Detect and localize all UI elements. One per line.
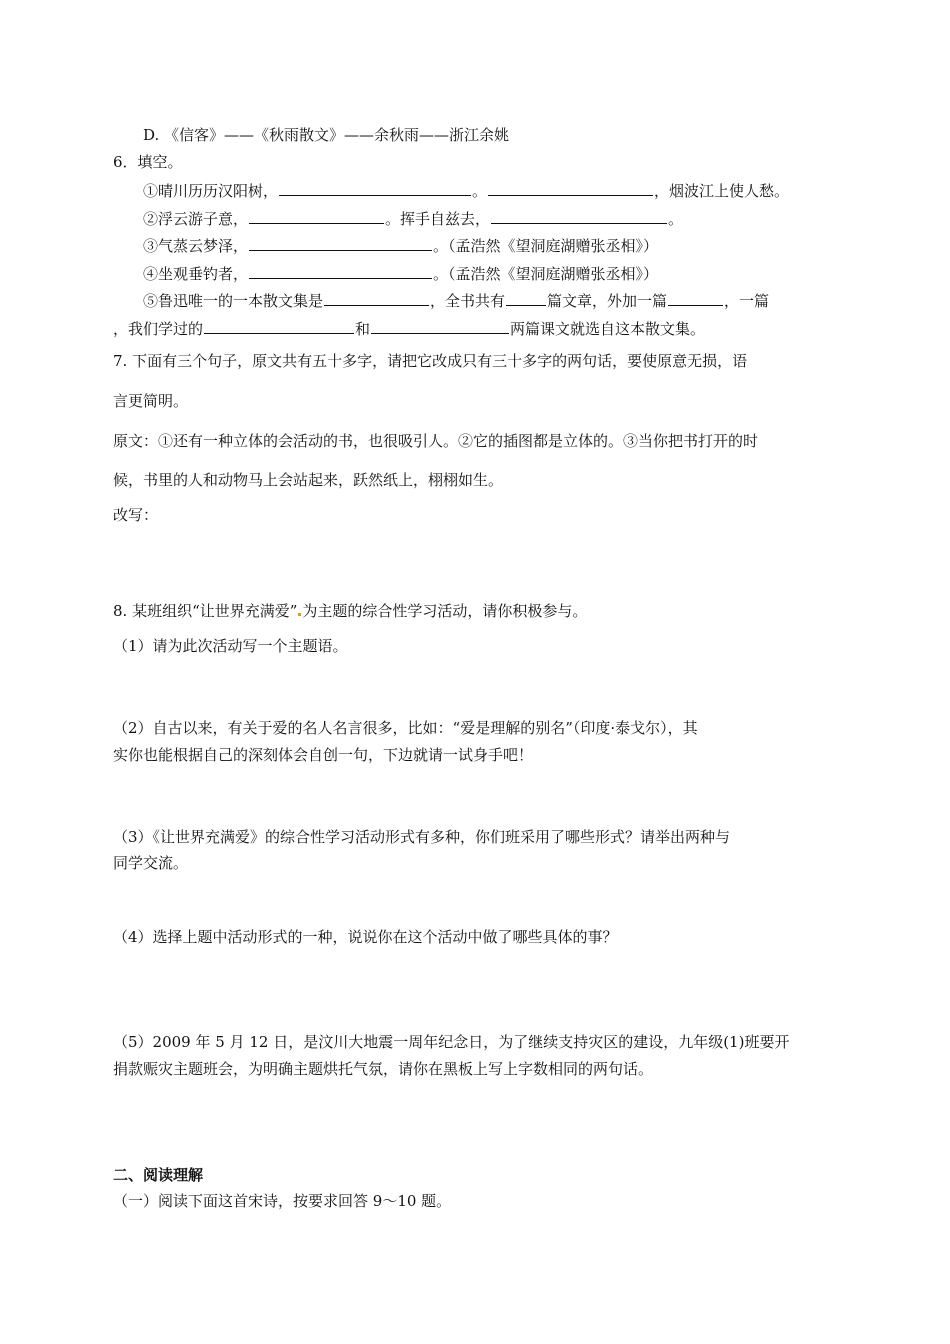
question-7-line-2: 言更简明。 [113, 392, 189, 410]
text: 。 [472, 182, 488, 200]
question-7-rewrite: 改写： [113, 506, 159, 524]
fill-blank[interactable] [491, 208, 667, 224]
text: 。 [668, 210, 684, 228]
text: 为主题的综合性学习活动，请你积极参与。 [302, 602, 588, 620]
question-8-5b: 捐款赈灾主题班会，为明确主题烘托气氛，请你在黑板上写上字数相同的两句话。 [113, 1060, 654, 1078]
fill-blank[interactable] [506, 290, 546, 306]
section-2-heading: 二、阅读理解 [113, 1166, 204, 1184]
fill-blank[interactable] [488, 180, 653, 196]
fill-blank[interactable] [668, 290, 723, 306]
section-2-subheading: （一）阅读下面这首宋诗，按要求回答 9～10 题。 [113, 1192, 452, 1210]
text: ④坐观垂钓者， [143, 265, 249, 283]
text: 两篇课文就选自这本散文集。 [510, 320, 706, 338]
question-7-original-2: 候，书里的人和动物马上会站起来，跃然纸上，栩栩如生。 [113, 471, 504, 489]
question-6-item-5-cont [113, 318, 705, 339]
fill-blank[interactable] [249, 263, 432, 279]
annotation-mark [298, 613, 301, 616]
question-6-item-4 [143, 263, 658, 284]
question-8-3b: 同学交流。 [113, 854, 189, 872]
question-6-title: 6．填空。 [113, 153, 183, 171]
text: 8. 某班组织“让世界充满爱” [113, 602, 298, 620]
question-7-line-1: 7. 下面有三个句子，原文共有五十多字，请把它改成只有三十多字的两句话，要使原意无损，语 [113, 352, 748, 370]
fill-blank[interactable] [249, 208, 384, 224]
question-7-original-1: 原文：①还有一种立体的会活动的书，也很吸引人。②它的插图都是立体的。③当你把书打开的时 [113, 432, 759, 450]
text: 。（孟浩然《望洞庭湖赠张丞相》） [433, 237, 659, 255]
question-6-item-5 [143, 290, 769, 311]
text: 。（孟浩然《望洞庭湖赠张丞相》） [433, 265, 659, 283]
text: ，全书共有 [430, 292, 506, 310]
question-8-1: （1）请为此次活动写一个主题语。 [113, 637, 348, 655]
option-d: D. 《信客》——《秋雨散文》——余秋雨——浙江余姚 [143, 126, 510, 144]
text: ①晴川历历汉阳树， [143, 182, 279, 200]
question-6-item-3 [143, 235, 658, 256]
text: ②浮云游子意， [143, 210, 249, 228]
question-8-2a: （2）自古以来，有关于爱的名人名言很多，比如：“爱是理解的别名”（印度·泰戈尔），其 [113, 719, 698, 737]
question-8-5a: （5）2009 年 5 月 12 日，是汶川大地震一周年纪念日，为了继续支持灾区的建设，九年级(1)班要开 [113, 1033, 790, 1051]
question-6-item-1 [143, 180, 789, 201]
fill-blank[interactable] [204, 318, 354, 334]
text: ，烟波江上使人愁。 [654, 182, 790, 200]
question-8-4: （4）选择上题中活动形式的一种，说说你在这个活动中做了哪些具体的事？ [113, 928, 618, 946]
text: ⑤鲁迅唯一的一本散文集是 [143, 292, 324, 310]
fill-blank[interactable] [279, 180, 471, 196]
text: 和 [355, 320, 371, 338]
question-8-3a: （3）《让世界充满爱》的综合性学习活动形式有多种，你们班采用了哪些形式？请举出两种与 [113, 828, 731, 846]
question-6-item-2 [143, 208, 683, 229]
text: 。挥手自兹去， [385, 210, 491, 228]
text: 篇文章，外加一篇 [547, 292, 668, 310]
fill-blank[interactable] [249, 235, 432, 251]
text: ，一篇 [724, 292, 770, 310]
text: ，我们学过的 [113, 320, 204, 338]
text: ③气蒸云梦泽， [143, 237, 249, 255]
fill-blank[interactable] [371, 318, 509, 334]
question-8-2b: 实你也能根据自己的深刻体会自创一句，下边就请一试身手吧！ [113, 746, 534, 764]
fill-blank[interactable] [324, 290, 429, 306]
question-8-intro [113, 601, 587, 621]
